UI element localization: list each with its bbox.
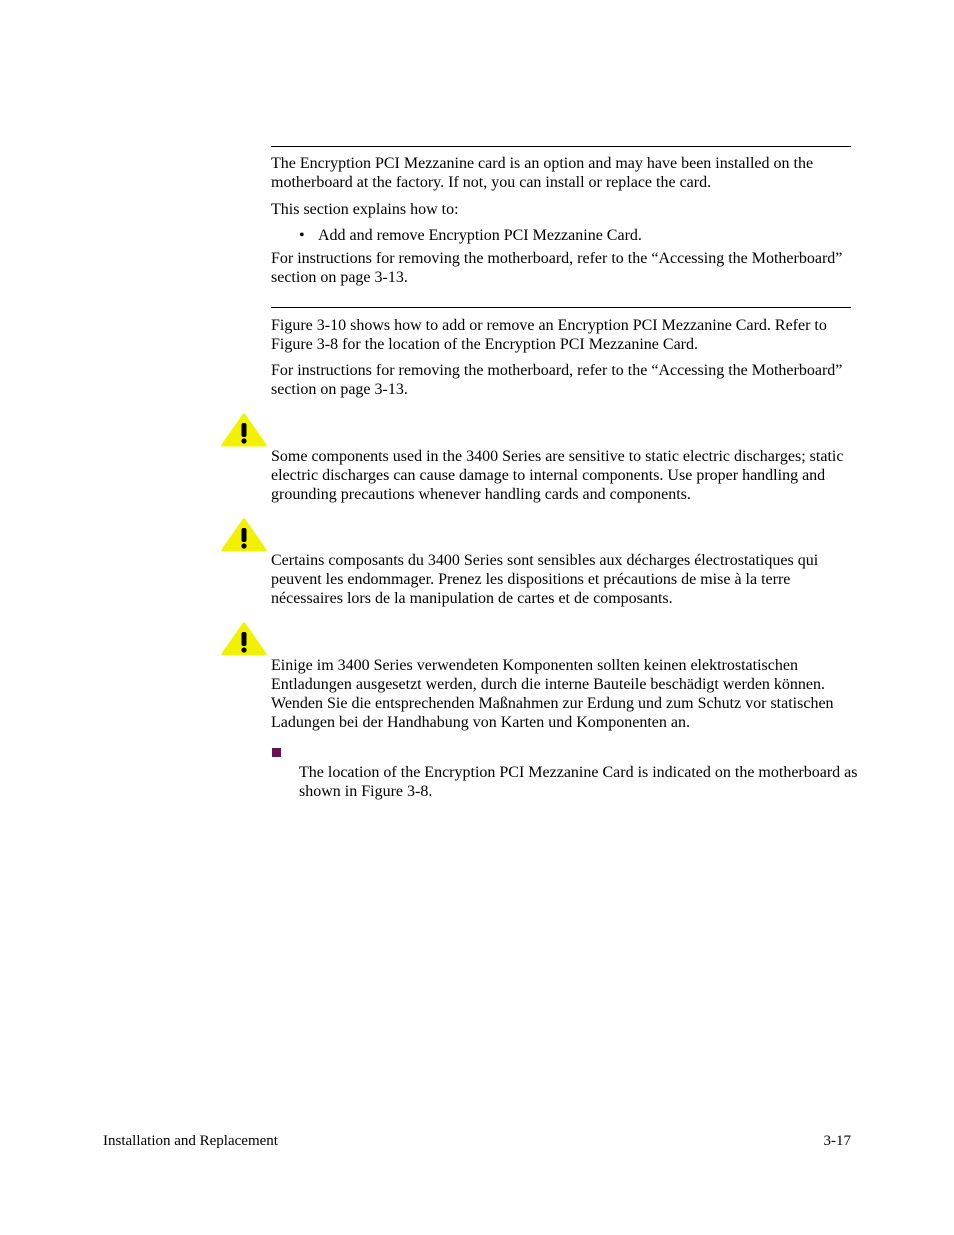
footer-page-number: 3-17 xyxy=(823,1133,851,1149)
section1-explains: This section explains how to: xyxy=(271,201,459,218)
list-item-text: Add and remove Encryption PCI Mezzanine Card. xyxy=(318,227,642,244)
caution-triangle-icon xyxy=(221,413,267,447)
section1-intro: The Encryption PCI Mezzanine card is an option and may have been installed on the motherboard at the factory. If not, you can install or replace the card. xyxy=(271,155,814,191)
warning-text-german: Einige im 3400 Series verwendeten Komponenten sollten keinen elektrostatischen Entladungen ausgesetzt werden, durch die interne Bauteile beschädigt werden können. Wenden Sie die entsprechenden Maßnahmen zur Erdung und zum Schutz vor statischen Ladungen bei der Handhabung von Karten und Komponenten an. xyxy=(271,657,834,731)
footer-chapter-title: Installation and Replacement xyxy=(103,1133,278,1149)
warning-text-french: Certains composants du 3400 Series sont sensibles aux décharges électrostatiques qui peuvent les endommager. Prenez les dispositions et précautions de mise à la terre nécessaires lors de la manipulation de cartes et de composants. xyxy=(271,552,819,607)
section1-refer: For instructions for removing the motherboard, refer to the “Accessing the Motherboard” section on page 3-13. xyxy=(271,250,843,286)
caution-triangle-icon xyxy=(221,622,267,656)
section-square-icon xyxy=(272,748,281,757)
section2-refer: For instructions for removing the motherboard, refer to the “Accessing the Motherboard” section on page 3-13. xyxy=(271,362,843,398)
caution-triangle-icon xyxy=(221,518,267,552)
section-divider-1 xyxy=(271,146,851,147)
section-divider-2 xyxy=(271,307,851,308)
bullet-marker: • xyxy=(299,227,305,244)
section2-intro: Figure 3-10 shows how to add or remove an Encryption PCI Mezzanine Card. Refer to Figure 3-8 for the location of the Encryption PCI Mezzanine Card. xyxy=(271,317,827,353)
warning-text-english: Some components used in the 3400 Series are sensitive to static electric discharges; static electric discharges can cause damage to internal components. Use proper handling and grounding precautions whenever handling cards and components. xyxy=(271,448,844,503)
list-item xyxy=(299,226,642,245)
location-text: The location of the Encryption PCI Mezzanine Card is indicated on the motherboard as shown in Figure 3-8. xyxy=(299,764,858,800)
